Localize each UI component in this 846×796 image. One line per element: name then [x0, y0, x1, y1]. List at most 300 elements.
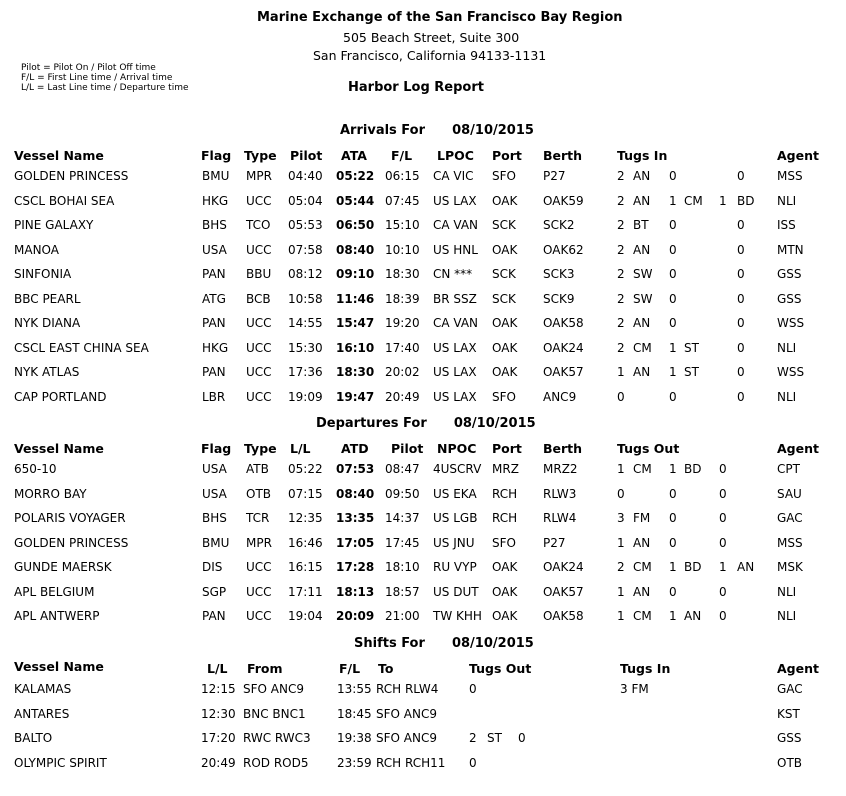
arrivals-row-3-cell-7: OAK — [492, 242, 518, 257]
shifts-col-l-l: L/L — [207, 661, 228, 676]
shifts-row-3-cell-5: 0 — [469, 756, 477, 771]
arrivals-col-flag: Flag — [201, 148, 232, 163]
arrivals-row-0-cell-4: 05:22 — [336, 169, 375, 183]
arrivals-title: Arrivals For — [340, 123, 426, 138]
shifts-row-1-cell-0: ANTARES — [14, 706, 70, 721]
arrivals-row-4-cell-8: SCK3 — [543, 267, 575, 281]
departures-row-2-cell-13: 0 — [719, 511, 727, 525]
shifts-row-2-cell-7: 0 — [518, 731, 526, 746]
arrivals-row-0-cell-11: 0 — [669, 169, 677, 183]
shifts-row-2-cell-0: BALTO — [14, 731, 53, 746]
arrivals-row-7-cell-3: 15:30 — [288, 340, 323, 355]
arrivals-row-4-cell-10: SW — [633, 267, 653, 281]
departures-row-6-cell-13: 0 — [719, 609, 727, 623]
arrivals-col-lpoc: LPOC — [437, 148, 474, 163]
legend-line-fl: F/L = First Line time / Arrival time — [21, 73, 173, 83]
arrivals-row-6-cell-0: NYK DIANA — [14, 316, 81, 330]
arrivals-row-0-cell-16: MSS — [777, 169, 803, 183]
arrivals-row-5-cell-5: 18:39 — [385, 291, 420, 306]
departures-row-4-cell-3: 16:15 — [288, 560, 323, 574]
arrivals-col-ata: ATA — [341, 148, 367, 163]
arrivals-row-7-cell-10: CM — [633, 340, 652, 355]
departures-row-6-cell-7: OAK — [492, 609, 518, 623]
shifts-row-2-cell-6: ST — [487, 731, 502, 746]
shifts-row-1-cell-9: KST — [777, 706, 800, 721]
departures-row-6-cell-12: AN — [684, 609, 702, 623]
arrivals-row-2-cell-9: 2 — [617, 218, 625, 232]
arrivals-row-5-cell-6: BR SSZ — [433, 291, 477, 306]
departures-row-4-cell-9: 2 — [617, 560, 625, 574]
departures-row-5-cell-2: UCC — [246, 584, 272, 599]
arrivals-row-2-cell-4: 06:50 — [336, 218, 375, 232]
arrivals-row-8-cell-9: 1 — [617, 365, 625, 379]
arrivals-col-f-l: F/L — [391, 148, 413, 163]
arrivals-row-7-cell-1: HKG — [202, 340, 229, 355]
departures-row-0-cell-3: 05:22 — [288, 462, 323, 476]
arrivals-row-0-cell-14: 0 — [737, 169, 745, 183]
arrivals-row-6-cell-3: 14:55 — [288, 316, 323, 330]
departures-row-4-cell-7: OAK — [492, 560, 518, 574]
arrivals-row-1-cell-8: OAK59 — [543, 193, 584, 208]
arrivals-row-2-cell-6: CA VAN — [433, 218, 479, 232]
departures-row-5-cell-10: AN — [633, 584, 651, 599]
departures-row-3-cell-8: P27 — [543, 535, 566, 550]
departures-row-2-cell-2: TCR — [246, 511, 270, 525]
departures-col-tugs-out: Tugs Out — [617, 441, 680, 456]
departures-col-agent: Agent — [777, 441, 819, 456]
arrivals-row-1-cell-4: 05:44 — [336, 193, 375, 208]
departures-row-0-cell-5: 08:47 — [385, 462, 420, 476]
arrivals-row-2-cell-1: BHS — [202, 218, 227, 232]
departures-row-3-cell-7: SFO — [492, 535, 516, 550]
arrivals-row-2-cell-11: 0 — [669, 218, 677, 232]
departures-row-0-cell-16: CPT — [777, 462, 800, 476]
arrivals-row-3-cell-0: MANOA — [14, 242, 59, 257]
arrivals-row-8-cell-4: 18:30 — [336, 365, 375, 379]
departures-row-4-cell-4: 17:28 — [336, 560, 375, 574]
arrivals-row-7-cell-12: ST — [684, 340, 699, 355]
shifts-col-tugs-in: Tugs In — [620, 661, 671, 676]
arrivals-row-3-cell-14: 0 — [737, 242, 745, 257]
departures-row-4-cell-10: CM — [633, 560, 652, 574]
departures-row-5-cell-9: 1 — [617, 584, 625, 599]
arrivals-row-2-cell-8: SCK2 — [543, 218, 575, 232]
departures-row-1-cell-8: RLW3 — [543, 486, 577, 501]
departures-row-5-cell-4: 18:13 — [336, 584, 375, 599]
departures-row-2-cell-11: 0 — [669, 511, 677, 525]
arrivals-row-8-cell-12: ST — [684, 365, 699, 379]
departures-row-3-cell-11: 0 — [669, 535, 677, 550]
arrivals-row-8-cell-5: 20:02 — [385, 365, 420, 379]
arrivals-row-1-cell-5: 07:45 — [385, 193, 420, 208]
departures-row-4-cell-0: GUNDE MAERSK — [14, 560, 112, 574]
departures-row-3-cell-0: GOLDEN PRINCESS — [14, 535, 129, 550]
arrivals-row-9-cell-3: 19:09 — [288, 389, 323, 404]
arrivals-row-5-cell-0: BBC PEARL — [14, 291, 81, 306]
departures-section-title — [316, 416, 536, 431]
arrivals-row-3-cell-2: UCC — [246, 242, 272, 257]
arrivals-row-2-cell-3: 05:53 — [288, 218, 323, 232]
departures-row-4-cell-14: AN — [737, 560, 755, 574]
departures-row-4-cell-5: 18:10 — [385, 560, 420, 574]
departures-row-3-cell-4: 17:05 — [336, 535, 375, 550]
arrivals-row-8-cell-14: 0 — [737, 365, 745, 379]
departures-row-0-cell-7: MRZ — [492, 462, 519, 476]
arrivals-row-5-cell-1: ATG — [202, 291, 226, 306]
arrivals-row-9-cell-7: SFO — [492, 389, 516, 404]
shifts-row-3-cell-0: OLYMPIC SPIRIT — [14, 756, 107, 771]
arrivals-row-9-cell-14: 0 — [737, 389, 745, 404]
arrivals-row-7-cell-2: UCC — [246, 340, 272, 355]
shifts-row-2-cell-2: RWC RWC3 — [243, 731, 311, 746]
departures-row-2-cell-10: FM — [633, 511, 651, 525]
arrivals-row-8-cell-11: 1 — [669, 365, 677, 379]
arrivals-row-0-cell-1: BMU — [202, 169, 230, 183]
shifts-row-1-cell-2: BNC BNC1 — [243, 706, 306, 721]
shifts-col-from: From — [247, 661, 283, 676]
shifts-row-2-cell-4: SFO ANC9 — [376, 731, 437, 746]
legend — [21, 63, 189, 93]
report-title: Harbor Log Report — [348, 80, 484, 95]
arrivals-row-5-cell-14: 0 — [737, 291, 745, 306]
arrivals-row-4-cell-11: 0 — [669, 267, 677, 281]
arrivals-row-3-cell-6: US HNL — [433, 242, 478, 257]
arrivals-row-7-cell-5: 17:40 — [385, 340, 420, 355]
departures-row-1-cell-1: USA — [202, 486, 227, 501]
arrivals-col-type: Type — [244, 148, 277, 163]
arrivals-row-2-cell-2: TCO — [246, 218, 271, 232]
shifts-row-1-cell-4: SFO ANC9 — [376, 706, 437, 721]
departures-row-0-cell-2: ATB — [246, 462, 269, 476]
arrivals-row-2-cell-5: 15:10 — [385, 218, 420, 232]
arrivals-section-title — [340, 123, 534, 138]
departures-date: 08/10/2015 — [453, 416, 536, 431]
shifts-col-vessel-name: Vessel Name — [14, 659, 104, 674]
departures-row-5-cell-5: 18:57 — [385, 584, 420, 599]
arrivals-col-pilot: Pilot — [290, 148, 323, 163]
arrivals-row-5-cell-16: GSS — [777, 291, 802, 306]
departures-col-atd: ATD — [341, 441, 369, 456]
shifts-row-0-cell-2: SFO ANC9 — [243, 682, 304, 696]
arrivals-row-8-cell-1: PAN — [202, 365, 226, 379]
departures-row-2-cell-7: RCH — [492, 511, 518, 525]
departures-row-1-cell-6: US EKA — [433, 486, 477, 501]
departures-row-0-cell-1: USA — [202, 462, 227, 476]
arrivals-row-1-cell-7: OAK — [492, 193, 518, 208]
departures-row-0-cell-11: 1 — [669, 462, 677, 476]
arrivals-row-6-cell-16: WSS — [777, 316, 805, 330]
arrivals-row-4-cell-9: 2 — [617, 267, 625, 281]
arrivals-row-7-cell-7: OAK — [492, 340, 518, 355]
departures-row-1-cell-13: 0 — [719, 486, 727, 501]
arrivals-row-5-cell-2: BCB — [246, 291, 271, 306]
arrivals-row-2-cell-0: PINE GALAXY — [14, 218, 94, 232]
departures-row-1-cell-16: SAU — [777, 486, 802, 501]
departures-col-flag: Flag — [201, 441, 232, 456]
arrivals-row-5-cell-3: 10:58 — [288, 291, 323, 306]
arrivals-row-4-cell-2: BBU — [246, 267, 272, 281]
address-line-2: San Francisco, California 94133-1131 — [313, 48, 547, 63]
arrivals-row-6-cell-1: PAN — [202, 316, 226, 330]
departures-row-6-cell-5: 21:00 — [385, 609, 420, 623]
shifts-row-3-cell-2: ROD ROD5 — [243, 756, 309, 771]
arrivals-row-6-cell-2: UCC — [246, 316, 272, 330]
arrivals-row-3-cell-3: 07:58 — [288, 242, 323, 257]
arrivals-row-9-cell-16: NLI — [777, 389, 797, 404]
arrivals-row-0-cell-8: P27 — [543, 169, 566, 183]
departures-col-npoc: NPOC — [437, 441, 477, 456]
departures-row-1-cell-9: 0 — [617, 486, 625, 501]
arrivals-row-5-cell-4: 11:46 — [336, 291, 375, 306]
departures-row-3-cell-6: US JNU — [433, 535, 475, 550]
arrivals-row-6-cell-9: 2 — [617, 316, 625, 330]
shifts-row-3-cell-1: 20:49 — [201, 756, 236, 771]
arrivals-row-1-cell-0: CSCL BOHAI SEA — [14, 193, 115, 208]
departures-row-6-cell-9: 1 — [617, 609, 625, 623]
shifts-row-0-cell-1: 12:15 — [201, 682, 236, 696]
arrivals-row-7-cell-0: CSCL EAST CHINA SEA — [14, 340, 149, 355]
shifts-date: 08/10/2015 — [451, 636, 534, 651]
departures-row-3-cell-5: 17:45 — [385, 535, 420, 550]
departures-row-5-cell-13: 0 — [719, 584, 727, 599]
arrivals-row-8-cell-0: NYK ATLAS — [14, 365, 80, 379]
departures-row-4-cell-16: MSK — [777, 560, 803, 574]
arrivals-row-1-cell-12: CM — [684, 193, 703, 208]
departures-row-0-cell-6: 4USCRV — [433, 462, 482, 476]
arrivals-row-4-cell-5: 18:30 — [385, 267, 420, 281]
arrivals-row-0-cell-2: MPR — [246, 169, 272, 183]
arrivals-row-1-cell-3: 05:04 — [288, 193, 323, 208]
arrivals-row-9-cell-4: 19:47 — [336, 389, 375, 404]
arrivals-row-1-cell-2: UCC — [246, 193, 272, 208]
departures-row-3-cell-3: 16:46 — [288, 535, 323, 550]
shifts-row-0-cell-4: RCH RLW4 — [376, 682, 439, 696]
shifts-row-2-cell-5: 2 — [469, 731, 477, 746]
departures-row-3-cell-16: MSS — [777, 535, 803, 550]
arrivals-row-3-cell-9: 2 — [617, 242, 625, 257]
departures-row-1-cell-3: 07:15 — [288, 486, 323, 501]
arrivals-col-vessel-name: Vessel Name — [14, 148, 104, 163]
shifts-section-title — [354, 636, 534, 651]
shifts-row-2-cell-1: 17:20 — [201, 731, 236, 746]
departures-row-3-cell-9: 1 — [617, 535, 625, 550]
arrivals-row-4-cell-0: SINFONIA — [14, 267, 72, 281]
arrivals-row-6-cell-8: OAK58 — [543, 316, 584, 330]
arrivals-row-8-cell-16: WSS — [777, 365, 805, 379]
arrivals-row-4-cell-7: SCK — [492, 267, 516, 281]
departures-row-2-cell-6: US LGB — [433, 511, 478, 525]
arrivals-row-1-cell-11: 1 — [669, 193, 677, 208]
arrivals-row-8-cell-6: US LAX — [433, 365, 477, 379]
shifts-col-agent: Agent — [777, 661, 819, 676]
arrivals-row-4-cell-4: 09:10 — [336, 267, 375, 281]
shifts-row-1-cell-3: 18:45 — [337, 706, 372, 721]
departures-row-1-cell-0: MORRO BAY — [14, 486, 87, 501]
arrivals-row-9-cell-8: ANC9 — [543, 389, 577, 404]
departures-title: Departures For — [316, 416, 427, 431]
departures-row-2-cell-16: GAC — [777, 511, 803, 525]
arrivals-row-7-cell-6: US LAX — [433, 340, 477, 355]
departures-row-4-cell-2: UCC — [246, 560, 272, 574]
departures-row-3-cell-1: BMU — [202, 535, 230, 550]
arrivals-row-7-cell-11: 1 — [669, 340, 677, 355]
departures-row-1-cell-4: 08:40 — [336, 486, 375, 501]
arrivals-row-0-cell-3: 04:40 — [288, 169, 323, 183]
arrivals-row-4-cell-1: PAN — [202, 267, 226, 281]
departures-row-3-cell-2: MPR — [246, 535, 272, 550]
arrivals-row-1-cell-16: NLI — [777, 193, 797, 208]
arrivals-row-3-cell-4: 08:40 — [336, 242, 375, 257]
arrivals-row-2-cell-10: BT — [633, 218, 649, 232]
departures-row-2-cell-8: RLW4 — [543, 511, 577, 525]
arrivals-row-9-cell-9: 0 — [617, 389, 625, 404]
arrivals-row-2-cell-7: SCK — [492, 218, 516, 232]
shifts-title: Shifts For — [354, 636, 425, 651]
departures-row-0-cell-8: MRZ2 — [543, 462, 578, 476]
departures-row-5-cell-0: APL BELGIUM — [14, 584, 95, 599]
shifts-row-0-cell-3: 13:55 — [337, 682, 372, 696]
departures-row-6-cell-11: 1 — [669, 609, 677, 623]
departures-row-6-cell-8: OAK58 — [543, 609, 584, 623]
arrivals-row-3-cell-10: AN — [633, 242, 651, 257]
arrivals-row-5-cell-10: SW — [633, 291, 653, 306]
arrivals-row-7-cell-4: 16:10 — [336, 340, 375, 355]
departures-row-6-cell-4: 20:09 — [336, 609, 375, 623]
shifts-row-0-cell-8: 3 FM — [620, 682, 649, 696]
arrivals-row-8-cell-8: OAK57 — [543, 365, 584, 379]
arrivals-row-1-cell-6: US LAX — [433, 193, 477, 208]
arrivals-row-1-cell-14: BD — [737, 193, 755, 208]
arrivals-col-tugs-in: Tugs In — [617, 148, 668, 163]
arrivals-row-0-cell-0: GOLDEN PRINCESS — [14, 169, 129, 183]
departures-row-2-cell-9: 3 — [617, 511, 625, 525]
arrivals-col-berth: Berth — [543, 148, 583, 163]
departures-row-0-cell-13: 0 — [719, 462, 727, 476]
arrivals-col-agent: Agent — [777, 148, 819, 163]
departures-row-0-cell-4: 07:53 — [336, 462, 375, 476]
arrivals-row-4-cell-3: 08:12 — [288, 267, 323, 281]
departures-row-6-cell-1: PAN — [202, 609, 226, 623]
arrivals-row-9-cell-1: LBR — [202, 389, 226, 404]
arrivals-row-2-cell-14: 0 — [737, 218, 745, 232]
departures-row-5-cell-6: US DUT — [433, 584, 479, 599]
departures-row-0-cell-9: 1 — [617, 462, 625, 476]
arrivals-row-9-cell-2: UCC — [246, 389, 272, 404]
arrivals-row-1-cell-13: 1 — [719, 193, 727, 208]
departures-row-5-cell-7: OAK — [492, 584, 518, 599]
arrivals-row-1-cell-9: 2 — [617, 193, 625, 208]
arrivals-row-7-cell-16: NLI — [777, 340, 797, 355]
departures-col-pilot: Pilot — [391, 441, 424, 456]
departures-col-berth: Berth — [543, 441, 583, 456]
departures-row-6-cell-2: UCC — [246, 609, 272, 623]
departures-row-5-cell-8: OAK57 — [543, 584, 584, 599]
departures-row-6-cell-6: TW KHH — [433, 609, 482, 623]
arrivals-row-0-cell-6: CA VIC — [433, 169, 474, 183]
departures-row-6-cell-10: CM — [633, 609, 652, 623]
departures-row-3-cell-10: AN — [633, 535, 651, 550]
arrivals-row-3-cell-8: OAK62 — [543, 242, 584, 257]
shifts-row-0-cell-5: 0 — [469, 682, 477, 696]
shifts-row-1-cell-1: 12:30 — [201, 706, 236, 721]
arrivals-row-4-cell-16: GSS — [777, 267, 802, 281]
departures-col-type: Type — [244, 441, 277, 456]
arrivals-row-1-cell-10: AN — [633, 193, 651, 208]
shifts-col-f-l: F/L — [339, 661, 361, 676]
departures-row-5-cell-3: 17:11 — [288, 584, 323, 599]
shifts-row-0-cell-0: KALAMAS — [14, 682, 72, 696]
arrivals-row-9-cell-11: 0 — [669, 389, 677, 404]
departures-row-1-cell-5: 09:50 — [385, 486, 420, 501]
departures-row-1-cell-11: 0 — [669, 486, 677, 501]
arrivals-row-7-cell-9: 2 — [617, 340, 625, 355]
shifts-row-3-cell-4: RCH RCH11 — [376, 756, 446, 771]
arrivals-col-port: Port — [492, 148, 522, 163]
arrivals-row-3-cell-16: MTN — [777, 242, 804, 257]
arrivals-row-3-cell-11: 0 — [669, 242, 677, 257]
departures-row-2-cell-3: 12:35 — [288, 511, 323, 525]
arrivals-row-5-cell-7: SCK — [492, 291, 516, 306]
departures-row-4-cell-13: 1 — [719, 560, 727, 574]
arrivals-row-5-cell-8: SCK9 — [543, 291, 575, 306]
departures-row-1-cell-2: OTB — [246, 486, 272, 501]
shifts-row-0-cell-9: GAC — [777, 682, 803, 696]
departures-row-3-cell-13: 0 — [719, 535, 727, 550]
departures-row-6-cell-3: 19:04 — [288, 609, 323, 623]
arrivals-row-6-cell-14: 0 — [737, 316, 745, 330]
departures-row-4-cell-1: DIS — [202, 560, 223, 574]
arrivals-row-6-cell-10: AN — [633, 316, 651, 330]
departures-row-4-cell-8: OAK24 — [543, 560, 584, 574]
arrivals-row-7-cell-8: OAK24 — [543, 340, 584, 355]
departures-row-4-cell-11: 1 — [669, 560, 677, 574]
departures-row-4-cell-12: BD — [684, 560, 702, 574]
departures-col-l-l: L/L — [290, 441, 311, 456]
arrivals-row-5-cell-9: 2 — [617, 291, 625, 306]
arrivals-row-0-cell-10: AN — [633, 169, 651, 183]
arrivals-row-9-cell-6: US LAX — [433, 389, 477, 404]
departures-row-4-cell-6: RU VYP — [433, 560, 477, 574]
departures-row-6-cell-0: APL ANTWERP — [14, 609, 100, 623]
arrivals-row-0-cell-9: 2 — [617, 169, 625, 183]
arrivals-row-4-cell-6: CN *** — [433, 267, 473, 281]
arrivals-row-4-cell-14: 0 — [737, 267, 745, 281]
arrivals-row-8-cell-2: UCC — [246, 365, 272, 379]
arrivals-row-6-cell-11: 0 — [669, 316, 677, 330]
arrivals-row-7-cell-14: 0 — [737, 340, 745, 355]
arrivals-row-8-cell-3: 17:36 — [288, 365, 323, 379]
departures-row-6-cell-16: NLI — [777, 609, 797, 623]
departures-row-5-cell-16: NLI — [777, 584, 797, 599]
shifts-row-3-cell-3: 23:59 — [337, 756, 372, 771]
departures-col-vessel-name: Vessel Name — [14, 441, 104, 456]
shifts-row-2-cell-3: 19:38 — [337, 731, 372, 746]
address-line-1: 505 Beach Street, Suite 300 — [343, 30, 520, 45]
arrivals-date: 08/10/2015 — [452, 123, 534, 138]
arrivals-row-0-cell-5: 06:15 — [385, 169, 420, 183]
arrivals-row-2-cell-16: ISS — [777, 218, 796, 232]
arrivals-row-3-cell-5: 10:10 — [385, 242, 420, 257]
arrivals-row-6-cell-4: 15:47 — [336, 316, 375, 330]
departures-col-port: Port — [492, 441, 522, 456]
arrivals-row-9-cell-5: 20:49 — [385, 389, 420, 404]
shifts-row-2-cell-9: GSS — [777, 731, 802, 746]
departures-row-2-cell-5: 14:37 — [385, 511, 420, 525]
arrivals-row-5-cell-11: 0 — [669, 291, 677, 306]
departures-row-2-cell-0: POLARIS VOYAGER — [14, 511, 126, 525]
departures-row-1-cell-7: RCH — [492, 486, 518, 501]
departures-row-0-cell-12: BD — [684, 462, 702, 476]
